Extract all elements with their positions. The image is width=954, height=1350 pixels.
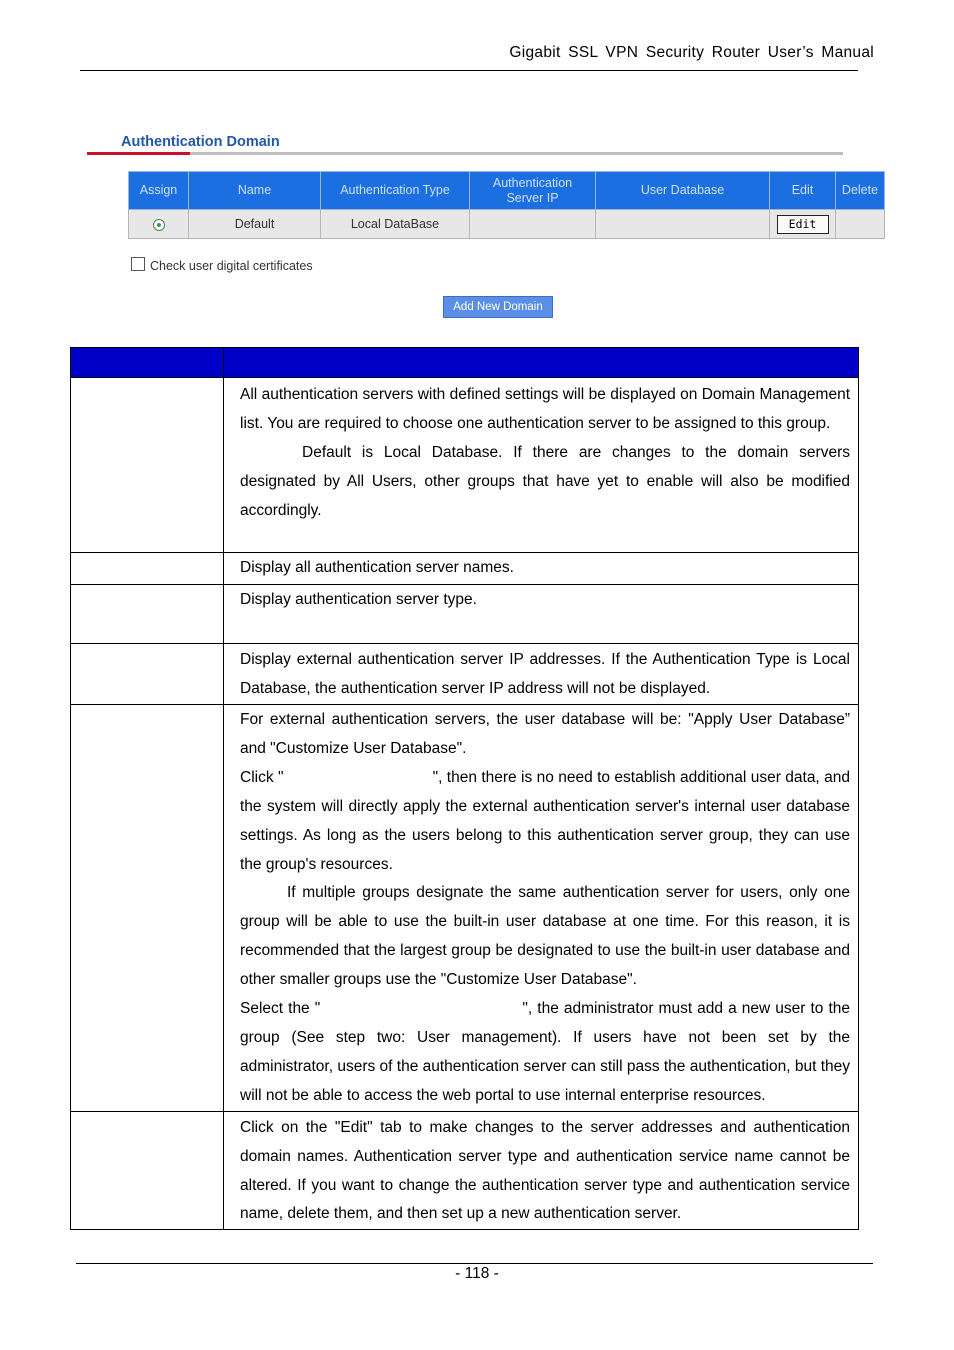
paragraph: If multiple groups designate the same authentication server for users, only one group will be able to use the built-in user database at one time. For this reason, it is recommended that the largest group be designated to use the built-in user database and other smaller groups use the "Customize User Database".	[240, 884, 850, 989]
paragraph: All authentication servers with defined settings will be displayed on Domain Management list. You are required to choose one authentication server to be assigned to this group.	[240, 386, 850, 432]
col-name: Name	[189, 172, 321, 210]
col-edit: Edit	[770, 172, 836, 210]
panel-title-accent	[87, 152, 190, 155]
paragraph: Display authentication server type.	[240, 591, 477, 608]
add-new-domain-button[interactable]: Add New Domain	[443, 296, 553, 318]
col-assign: Assign	[129, 172, 189, 210]
row-description	[224, 585, 859, 644]
page-number: - 118 -	[455, 1265, 499, 1282]
panel-title-rule	[87, 152, 843, 155]
user-db	[596, 210, 770, 239]
row-label	[71, 1111, 224, 1230]
domain-table-header	[129, 172, 885, 210]
row-description	[224, 644, 859, 705]
row-description	[224, 1111, 859, 1230]
table-row	[71, 644, 859, 705]
description-table	[70, 347, 859, 1230]
server-ip	[470, 210, 596, 239]
table-row	[129, 210, 885, 239]
col-delete: Delete	[836, 172, 885, 210]
row-description	[224, 378, 859, 553]
paragraph: Display external authentication server IP addresses. If the Authentication Type is Local Database, the authentication server IP address will not be displayed.	[240, 651, 850, 697]
table-row	[71, 585, 859, 644]
edit-cell	[770, 210, 836, 239]
col-user-db: User Database	[596, 172, 770, 210]
delete-cell	[836, 210, 885, 239]
row-description	[224, 553, 859, 585]
check-certificates-label[interactable]: Check user digital certificates	[150, 259, 313, 273]
header-rule	[80, 70, 858, 71]
paragraph: For external authentication servers, the user database will be: "Apply User Database” and "Customize User Database".	[240, 711, 850, 757]
row-label	[71, 705, 224, 1112]
paragraph: Click on the "Edit" tab to make changes to the server addresses and authentication domain names. Authentication server type and authentication service name cannot be altered. If you want to change the authentication server type and authentication service name, delete them, and then set up a new authentication server.	[240, 1118, 850, 1223]
description-table-header	[71, 348, 859, 378]
table-row	[71, 1111, 859, 1230]
domain-name: Default	[189, 210, 321, 239]
assign-cell	[129, 210, 189, 239]
domain-table	[128, 171, 885, 239]
footer-rule	[76, 1263, 873, 1264]
paragraph: Default is Local Database. If there are changes to the domain servers designated by All Users, other groups that have yet to enable will also be modified accordingly.	[240, 443, 850, 519]
col-auth-type: Authentication Type	[321, 172, 470, 210]
header-cell-description	[224, 348, 859, 378]
row-label	[71, 378, 224, 553]
panel-title: Authentication Domain	[121, 134, 280, 150]
table-row	[71, 553, 859, 585]
paragraph: Display all authentication server names.	[240, 559, 514, 576]
auth-type: Local DataBase	[321, 210, 470, 239]
row-label	[71, 644, 224, 705]
check-certificates-row	[131, 259, 313, 273]
check-certificates-checkbox[interactable]	[131, 257, 145, 271]
table-row	[71, 705, 859, 1112]
row-description	[224, 705, 859, 1112]
page-header-title: Gigabit SSL VPN Security Router User’s Manual	[509, 44, 874, 61]
row-label	[71, 585, 224, 644]
paragraph: Click " ", then there is no need to establish additional user data, and the system will directly apply the external authentication server's internal user database settings. As long as the users belong to this authentication server group, they can use the group's resources.	[240, 768, 855, 873]
paragraph: Select the " ", the administrator must add a new user to the group (See step two: User management). If users have not been set by the administrator, users of the authentication server can still pass the authentication, but they will not be able to access the web portal to use internal enterprise resources.	[240, 1000, 855, 1104]
edit-button[interactable]: Edit	[777, 215, 829, 234]
table-row	[71, 378, 859, 553]
col-server-ip: Authentication Server IP	[470, 172, 596, 210]
row-label	[71, 553, 224, 585]
header-cell-object	[71, 348, 224, 378]
assign-radio[interactable]	[153, 219, 165, 231]
